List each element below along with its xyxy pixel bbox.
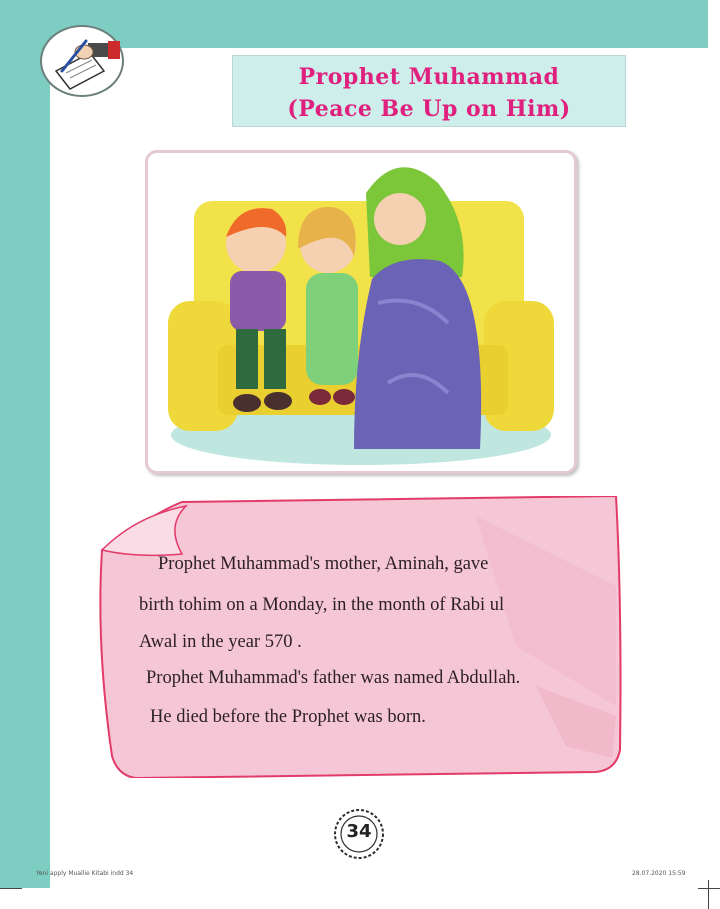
story-text-line-1: Prophet Muhammad's mother, Aminah, gave: [158, 554, 489, 574]
story-text-line-3: Awal in the year 570 .: [139, 632, 302, 652]
story-text-line-2: birth tohim on a Monday, in the month of Rabi ul: [139, 595, 505, 615]
story-note-card: [96, 496, 624, 778]
title-banner: [232, 55, 626, 127]
footer-file-info: Yeni apply Muallie Kitabi indd 34: [36, 870, 134, 877]
crop-mark-right-vertical: [708, 880, 709, 909]
left-teal-band: [0, 0, 50, 888]
mother-children-illustration: [145, 150, 577, 474]
top-right-gap: [708, 0, 720, 48]
page-number-badge: [333, 808, 385, 860]
page-number: 34: [346, 821, 372, 842]
story-text-line-4: Prophet Muhammad's father was named Abdullah.: [146, 668, 521, 688]
story-text-line-5: He died before the Prophet was born.: [150, 707, 426, 727]
footer-timestamp: 28.07.2020 15:59: [632, 870, 686, 877]
page-title-line-2: (Peace Be Up on Him): [287, 96, 571, 122]
crop-mark-left: [0, 888, 22, 889]
crop-mark-right: [698, 888, 720, 889]
page-title-line-1: Prophet Muhammad: [298, 64, 560, 90]
hand-writing-pen-icon: [40, 25, 124, 97]
